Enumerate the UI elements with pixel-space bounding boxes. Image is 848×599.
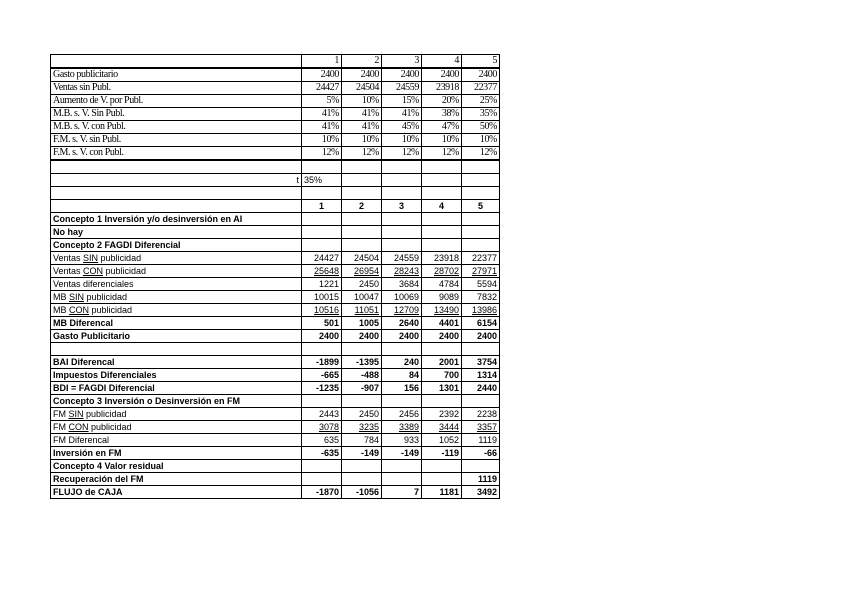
cell[interactable]: 15% (382, 95, 422, 108)
cell[interactable]: 12% (342, 147, 382, 161)
cell[interactable]: 240 (382, 356, 422, 369)
cell[interactable]: 10% (422, 134, 462, 147)
row-label[interactable]: MB Diferencal (51, 317, 302, 330)
cell[interactable]: -149 (382, 447, 422, 460)
cell[interactable]: 1221 (302, 278, 342, 291)
cell[interactable]: -635 (302, 447, 342, 460)
cell[interactable]: 2450 (342, 278, 382, 291)
cell[interactable]: 10% (302, 134, 342, 147)
tax-rate-row (51, 174, 500, 187)
row-label[interactable]: Ventas SIN publicidad (51, 252, 302, 265)
cell[interactable]: 24427 (302, 252, 342, 265)
cell[interactable]: 2400 (382, 68, 422, 82)
col-header-4[interactable]: 4 (422, 200, 462, 213)
concept-heading[interactable]: Concepto 4 Valor residual (51, 460, 302, 473)
cell[interactable]: 156 (382, 382, 422, 395)
row-mb-con (51, 304, 500, 317)
empty-row (51, 343, 500, 356)
row-label[interactable]: Inversión en FM (51, 447, 302, 460)
row-label[interactable]: No hay (51, 226, 302, 239)
row-label[interactable]: FM SIN publicidad (51, 408, 302, 421)
cell[interactable]: 2400 (462, 330, 500, 343)
cell[interactable]: -66 (462, 447, 500, 460)
row-flujo-de-caja (51, 486, 500, 499)
cell[interactable]: 635 (302, 434, 342, 447)
cell[interactable]: 2640 (382, 317, 422, 330)
cell[interactable]: 2456 (382, 408, 422, 421)
row-ventas-diferenciales (51, 278, 500, 291)
cell[interactable]: 24504 (342, 82, 382, 95)
cell[interactable]: 25648 (302, 265, 342, 278)
cell[interactable]: 1119 (462, 473, 500, 486)
row-fm-con (51, 421, 500, 434)
row-label[interactable]: Gasto publicitario (51, 68, 302, 82)
cell[interactable] (422, 473, 462, 486)
cell[interactable]: -488 (342, 369, 382, 382)
cell[interactable]: 41% (302, 108, 342, 121)
concept2-row (51, 239, 500, 252)
cell[interactable]: 5% (302, 95, 342, 108)
cell[interactable]: 1119 (462, 434, 500, 447)
cell[interactable]: 13490 (422, 304, 462, 317)
cell[interactable]: 1314 (462, 369, 500, 382)
row-label[interactable]: Aumento de V. por Publ. (51, 95, 302, 108)
cell[interactable]: 501 (302, 317, 342, 330)
concept-heading[interactable]: Concepto 1 Inversión y/o desinversión en AI (51, 213, 302, 226)
cell[interactable]: 2400 (342, 68, 382, 82)
cell[interactable]: 25% (462, 95, 500, 108)
empty-row (51, 187, 500, 200)
upper-header-row (51, 55, 500, 69)
row-impuestos-diferenciales (51, 369, 500, 382)
row-label[interactable]: F.M. s. V. con Publ. (51, 147, 302, 161)
cell[interactable]: 20% (422, 95, 462, 108)
row-label[interactable]: FM Diferencal (51, 434, 302, 447)
col-header-2[interactable]: 2 (342, 200, 382, 213)
cell[interactable]: 10% (342, 95, 382, 108)
col-header-1[interactable]: 1 (302, 200, 342, 213)
col-header-3[interactable]: 3 (382, 55, 422, 69)
cell[interactable]: 12% (382, 147, 422, 161)
row-bai-diferencial (51, 356, 500, 369)
cell[interactable]: -665 (302, 369, 342, 382)
cell[interactable]: 2400 (342, 330, 382, 343)
cell[interactable]: 23918 (422, 252, 462, 265)
cell[interactable]: 41% (342, 108, 382, 121)
cell[interactable]: -1056 (342, 486, 382, 499)
cell[interactable]: -1235 (302, 382, 342, 395)
cell[interactable]: 47% (422, 121, 462, 134)
cell[interactable] (342, 473, 382, 486)
row-ventas-sin-publ (51, 82, 500, 95)
cell[interactable]: 2440 (462, 382, 500, 395)
cell[interactable]: 22377 (462, 252, 500, 265)
cell[interactable]: -119 (422, 447, 462, 460)
cell[interactable]: 4784 (422, 278, 462, 291)
cell[interactable]: 2392 (422, 408, 462, 421)
row-fm-diferencial (51, 434, 500, 447)
cell[interactable]: 2400 (422, 68, 462, 82)
row-label[interactable]: Ventas CON publicidad (51, 265, 302, 278)
cell[interactable]: 7 (382, 486, 422, 499)
row-label[interactable]: M.B. s. V. Sin Publ. (51, 108, 302, 121)
cell[interactable]: 2400 (422, 330, 462, 343)
cell[interactable]: 10069 (382, 291, 422, 304)
cell[interactable]: 84 (382, 369, 422, 382)
cell[interactable]: -149 (342, 447, 382, 460)
cell[interactable]: 41% (382, 108, 422, 121)
col-header-5[interactable]: 5 (462, 200, 500, 213)
cell[interactable]: 10% (462, 134, 500, 147)
cell[interactable]: 6154 (462, 317, 500, 330)
cell[interactable]: 28702 (422, 265, 462, 278)
lower-header-row (51, 200, 500, 213)
cell[interactable]: 2238 (462, 408, 500, 421)
cell[interactable]: 2443 (302, 408, 342, 421)
row-ventas-sin (51, 252, 500, 265)
cell[interactable]: 24559 (382, 252, 422, 265)
cell[interactable] (382, 473, 422, 486)
tax-value[interactable]: 35% (302, 174, 342, 187)
cell[interactable]: 41% (302, 121, 342, 134)
cell[interactable]: 10% (382, 134, 422, 147)
cell[interactable]: 26954 (342, 265, 382, 278)
row-aumento-ventas (51, 95, 500, 108)
cell[interactable]: 10516 (302, 304, 342, 317)
cell[interactable]: -1395 (342, 356, 382, 369)
row-inversion-fm (51, 447, 500, 460)
row-gasto-publicitario-lower (51, 330, 500, 343)
cell[interactable]: 3684 (382, 278, 422, 291)
row-label[interactable]: BDI = FAGDI Diferencial (51, 382, 302, 395)
cell[interactable]: 1181 (422, 486, 462, 499)
cell[interactable]: 24504 (342, 252, 382, 265)
col-header-3[interactable]: 3 (382, 200, 422, 213)
row-label[interactable]: Ventas sin Publ. (51, 82, 302, 95)
concept-heading[interactable]: Concepto 3 Inversión o Desinversión en FM (51, 395, 302, 408)
row-mb-sin-publ (51, 108, 500, 121)
cell[interactable]: 2450 (342, 408, 382, 421)
cell[interactable]: 700 (422, 369, 462, 382)
cell[interactable]: 12% (302, 147, 342, 161)
cell[interactable]: 3389 (382, 421, 422, 434)
cell[interactable]: 1005 (342, 317, 382, 330)
col-header-1[interactable]: 1 (302, 55, 342, 69)
row-label[interactable]: BAI Diferencal (51, 356, 302, 369)
cell[interactable]: 35% (462, 108, 500, 121)
row-fm-sin (51, 408, 500, 421)
cell[interactable]: 3078 (302, 421, 342, 434)
no-hay-row (51, 226, 500, 239)
cell[interactable]: 2400 (382, 330, 422, 343)
cell[interactable]: 12% (422, 147, 462, 161)
cell[interactable]: 24559 (382, 82, 422, 95)
cell[interactable]: 28243 (382, 265, 422, 278)
row-label[interactable]: F.M. s. V. sin Publ. (51, 134, 302, 147)
cell[interactable]: -1870 (302, 486, 342, 499)
row-label[interactable]: FLUJO de CAJA (51, 486, 302, 499)
col-header-2[interactable]: 2 (342, 55, 382, 69)
row-ventas-con (51, 265, 500, 278)
cell[interactable]: 50% (462, 121, 500, 134)
tax-label[interactable]: t (51, 174, 302, 187)
cell[interactable]: 24427 (302, 82, 342, 95)
cell[interactable]: 41% (342, 121, 382, 134)
cell[interactable]: 2400 (302, 68, 342, 82)
cell[interactable]: 5594 (462, 278, 500, 291)
concept4-row (51, 460, 500, 473)
cell[interactable]: 45% (382, 121, 422, 134)
cell[interactable]: 22377 (462, 82, 500, 95)
row-gasto-publicitario (51, 68, 500, 82)
cell[interactable]: -907 (342, 382, 382, 395)
row-label[interactable]: MB CON publicidad (51, 304, 302, 317)
row-label[interactable]: Ventas diferenciales (51, 278, 302, 291)
row-mb-sin (51, 291, 500, 304)
cell[interactable]: 3357 (462, 421, 500, 434)
cell[interactable]: 10015 (302, 291, 342, 304)
row-label[interactable]: Impuestos Diferenciales (51, 369, 302, 382)
cell[interactable]: 3754 (462, 356, 500, 369)
row-label[interactable]: Gasto Publicitario (51, 330, 302, 343)
cell[interactable]: 10047 (342, 291, 382, 304)
row-fm-sin-publ (51, 134, 500, 147)
cell[interactable]: 12709 (382, 304, 422, 317)
cell[interactable]: 23918 (422, 82, 462, 95)
row-label[interactable]: M.B. s. V. con Publ. (51, 121, 302, 134)
row-label[interactable]: Recuperación del FM (51, 473, 302, 486)
cell[interactable]: 1301 (422, 382, 462, 395)
spreadsheet (50, 54, 500, 499)
cell[interactable]: 11051 (342, 304, 382, 317)
cell[interactable]: 27971 (462, 265, 500, 278)
row-recuperacion-fm (51, 473, 500, 486)
row-label[interactable]: FM CON publicidad (51, 421, 302, 434)
cell[interactable] (302, 473, 342, 486)
cell[interactable]: 4401 (422, 317, 462, 330)
col-header-5[interactable]: 5 (462, 55, 500, 69)
row-label[interactable]: MB SIN publicidad (51, 291, 302, 304)
cell[interactable]: 7832 (462, 291, 500, 304)
concept-heading[interactable]: Concepto 2 FAGDI Diferencial (51, 239, 302, 252)
concept3-row (51, 395, 500, 408)
empty-row (51, 160, 500, 174)
cell[interactable]: 10% (342, 134, 382, 147)
row-mb-con-publ (51, 121, 500, 134)
cell[interactable]: 3492 (462, 486, 500, 499)
row-bdi-fagdi (51, 382, 500, 395)
cell[interactable]: 13986 (462, 304, 500, 317)
col-header-4[interactable]: 4 (422, 55, 462, 69)
cell[interactable]: 3235 (342, 421, 382, 434)
row-fm-con-publ (51, 147, 500, 161)
cell[interactable]: 12% (462, 147, 500, 161)
cell[interactable]: 1052 (422, 434, 462, 447)
cell[interactable]: 2400 (302, 330, 342, 343)
concept1-row (51, 213, 500, 226)
cell[interactable]: 933 (382, 434, 422, 447)
cell[interactable]: 38% (422, 108, 462, 121)
cell[interactable]: 2001 (422, 356, 462, 369)
cell[interactable]: -1899 (302, 356, 342, 369)
cell[interactable]: 3444 (422, 421, 462, 434)
cell[interactable]: 784 (342, 434, 382, 447)
cell[interactable]: 2400 (462, 68, 500, 82)
row-mb-diferencial (51, 317, 500, 330)
cell[interactable]: 9089 (422, 291, 462, 304)
